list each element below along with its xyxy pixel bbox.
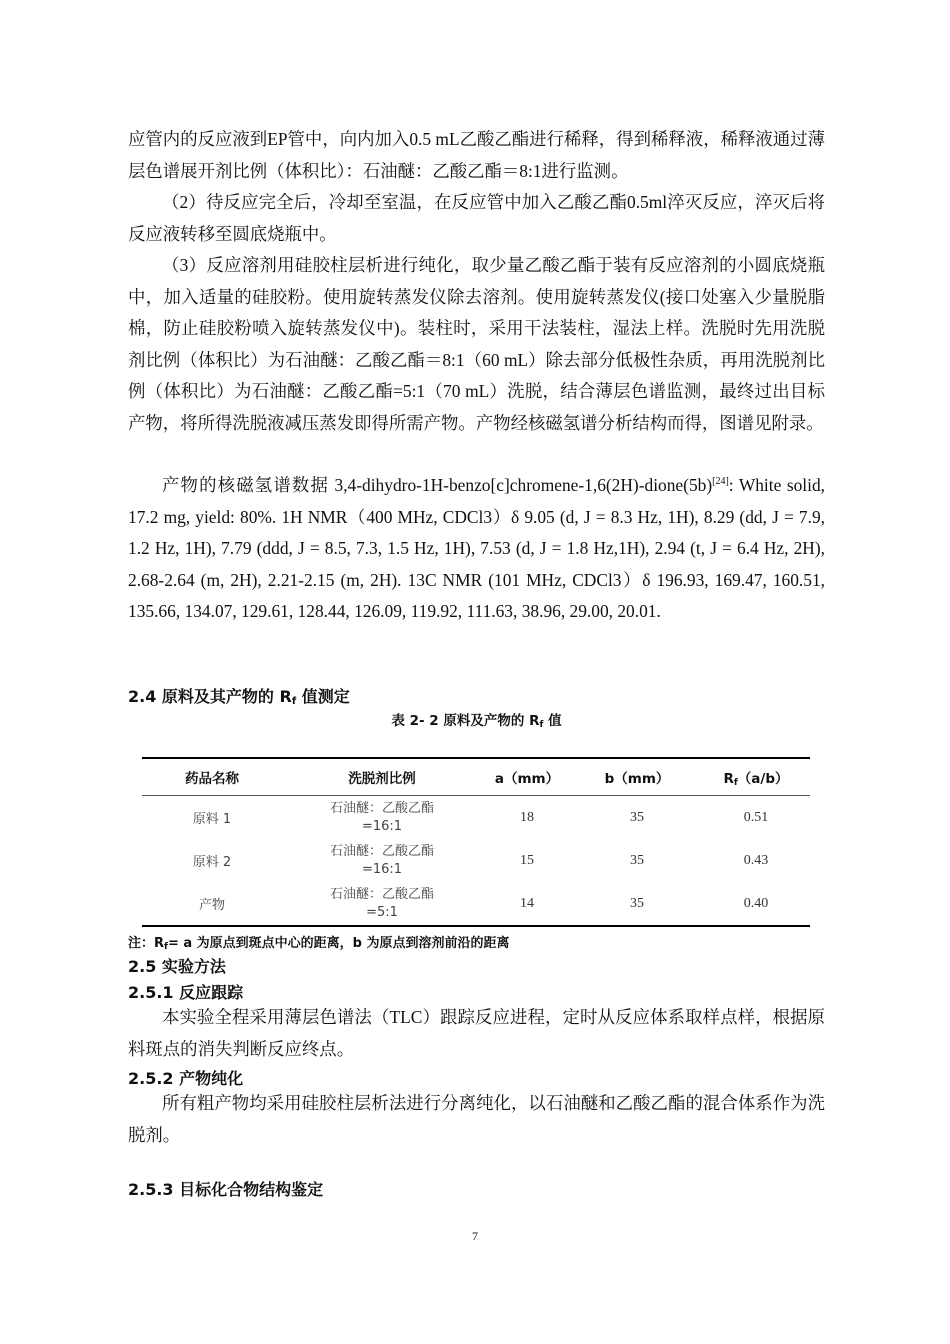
cell-b: 35 <box>572 882 702 926</box>
paragraph-step-2: （2）待反应完全后，冷却至室温，在反应管中加入乙酸乙酯0.5ml淬灭反应，淬灭后将反应液转移至圆底烧瓶中。 <box>128 192 825 244</box>
cell-a: 14 <box>482 882 572 926</box>
nmr-compound: 产物的核磁氢谱数据 3,4-dihydro-1H-benzo[c]chromene-1,6(2H)-dione(5b) <box>162 475 713 495</box>
cell-a: 18 <box>520 809 534 825</box>
cell-b: 35 <box>630 809 644 825</box>
paragraph-purification: 所有粗产物均采用硅胶柱层析法进行分离纯化，以石油醚和乙酸乙酯的混合体系作为洗脱剂。 <box>128 1093 825 1145</box>
header-ratio: 洗脱剂比例 <box>282 758 482 796</box>
cell-b: 35 <box>630 852 644 868</box>
cell-rf: 0.51 <box>743 809 769 825</box>
header-rf: Rf（a/b） <box>702 758 810 796</box>
section-heading-2-4: 2.4 原料及其产物的 $R_f$ 值测定 <box>128 687 350 707</box>
cell-name: 原料 2 <box>192 855 232 870</box>
header-name: 药品名称 <box>142 758 282 796</box>
table-row <box>142 796 810 840</box>
table-row <box>142 882 810 926</box>
rf-table <box>142 757 810 927</box>
header-a: a（mm） <box>482 758 572 796</box>
paragraph-step-3: （3）反应溶剂用硅胶柱层析进行纯化，取少量乙酸乙酯于装有反应溶剂的小圆底烧瓶中，加入适量的硅胶粉。使用旋转蒸发仪除去溶剂。使用旋转蒸发仪(接口处塞入少量脱脂棉，防止硅胶粉喷入旋转蒸发仪中)。装柱时，采用干法装柱，湿法上样。洗脱时先用洗脱剂比例（体积比）为石油醚：乙酸乙酯＝8:1（60 mL）除去部分低极性杂质，再用洗脱剂比例（体积比）为石油醚：乙酸乙酯=5:1（70 mL）洗脱，结合薄层色谱监测，最终过出目标产物，将所得洗脱液减压蒸发即得所需产物。产物经核磁氢谱分析结构而得，图谱见附录。 <box>128 255 825 433</box>
cell-ratio: 石油醚：乙酸乙酯 =16:1 <box>329 800 434 834</box>
cell-name: 产物 <box>142 882 282 926</box>
cell-rf: 0.43 <box>743 852 769 868</box>
section-heading-2-5: 2.5 实验方法 <box>128 957 226 976</box>
header-b: b（mm） <box>572 758 702 796</box>
table-note: 注：$R_f= a$ 为原点到斑点中心的距离，b 为原点到溶剂前沿的距离 <box>128 936 510 952</box>
paragraph-nmr <box>128 470 825 628</box>
cell-ratio: 石油醚：乙酸乙酯 =16:1 <box>329 843 434 877</box>
cell-rf: 0.40 <box>702 882 810 926</box>
nmr-data: : White solid, 17.2 mg, yield: 80%. 1H NMR（400 MHz, CDCl3）δ 9.05 (d, J = 8.3 Hz, 1H), 8.29 (dd, J = 7.9, 1.2 Hz, 1H), 7.79 (ddd, J = 8.5, 7.3, 1.5 Hz, 1H), 7.53 (d, J = 1.8 Hz,1H), 2.94 (t, J = 6.4 Hz, 2H), 2.68-2.64 (m, 2H), 2.21-2.15 (m, 2H). 13C NMR (101 MHz, CDCl3）δ 196.93, 169.47, 160.51, 135.66, 134.07, 129.61, 128.44, 126.09, 119.92, 111.63, 38.96, 29.00, 20.01. <box>128 475 825 621</box>
page-number: 7 <box>472 1229 478 1243</box>
table-header-row <box>142 758 810 796</box>
cell-a: 15 <box>520 852 534 868</box>
table-row <box>142 839 810 882</box>
cell-ratio: 石油醚：乙酸乙酯 =5:1 <box>282 882 482 926</box>
paragraph-reaction-tracking: 本实验全程采用薄层色谱法（TLC）跟踪反应进程，定时从反应体系取样点样，根据原料斑点的消失判断反应终点。 <box>128 1007 825 1059</box>
cell-name: 原料 1 <box>192 812 232 827</box>
section-heading-2-5-3: 2.5.3 目标化合物结构鉴定 <box>128 1180 324 1199</box>
table-caption: 表 2- 2 原料及产物的 $R_f$ 值 <box>391 713 562 730</box>
nmr-reference: [24] <box>712 476 729 488</box>
paragraph-dilution: 应管内的反应液到EP管中，向内加入0.5 mL乙酸乙酯进行稀释，得到稀释液，稀释液通过薄层色谱展开剂比例（体积比）：石油醚：乙酸乙酯＝8:1进行监测。 <box>128 129 825 181</box>
section-heading-2-5-1: 2.5.1 反应跟踪 <box>128 983 244 1002</box>
section-heading-2-5-2: 2.5.2 产物纯化 <box>128 1069 244 1088</box>
